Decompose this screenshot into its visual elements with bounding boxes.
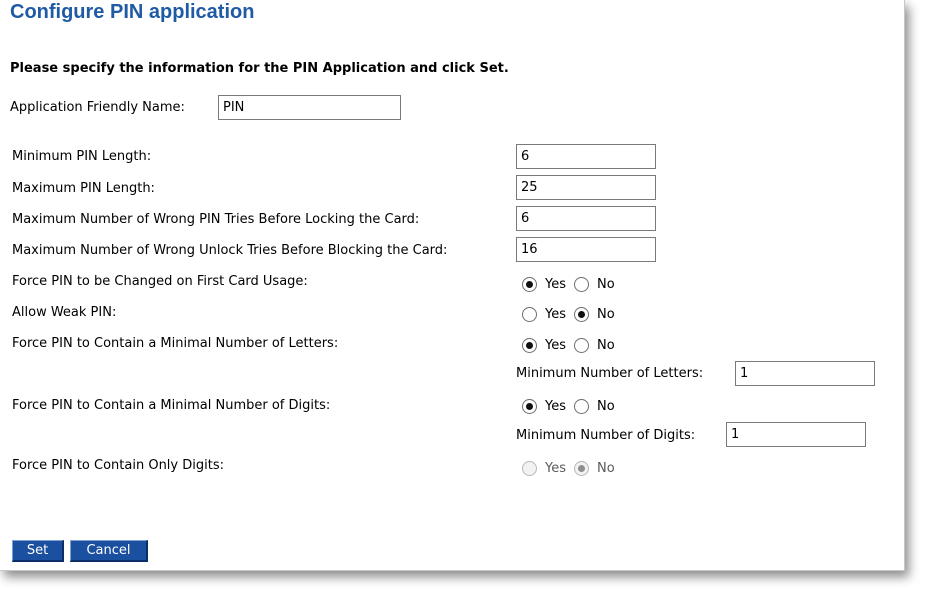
min-digits-no-radio[interactable]	[574, 399, 589, 414]
cancel-button[interactable]: Cancel	[70, 540, 148, 562]
min-digits-yes-label: Yes	[545, 398, 566, 414]
page-title: Configure PIN application	[10, 1, 255, 23]
min-pin-length-label: Minimum PIN Length:	[12, 149, 152, 164]
allow-weak-pin-radio-group	[522, 304, 623, 324]
max-pin-length-label: Maximum PIN Length:	[12, 181, 155, 196]
allow-weak-pin-no-label: No	[597, 306, 615, 322]
min-letters-label: Force PIN to Contain a Minimal Number of Letters:	[12, 336, 339, 351]
min-digits-no-label: No	[597, 398, 615, 414]
only-digits-label: Force PIN to Contain Only Digits:	[12, 458, 224, 473]
max-wrong-pin-tries-input[interactable]	[516, 206, 656, 231]
min-letters-radio-group	[522, 335, 623, 355]
friendly-name-label: Application Friendly Name:	[10, 100, 185, 115]
force-change-label: Force PIN to be Changed on First Card Usage:	[12, 274, 308, 289]
min-letters-yes-label: Yes	[545, 337, 566, 353]
min-letters-count-label: Minimum Number of Letters:	[516, 366, 704, 381]
friendly-name-input[interactable]	[218, 95, 401, 120]
only-digits-yes-radio[interactable]	[522, 461, 537, 476]
max-wrong-unlock-tries-label: Maximum Number of Wrong Unlock Tries Before Blocking the Card:	[12, 243, 448, 258]
only-digits-radio-group	[522, 458, 623, 478]
min-digits-count-input[interactable]	[726, 422, 866, 447]
max-pin-length-input[interactable]	[516, 175, 656, 200]
allow-weak-pin-no-radio[interactable]	[574, 307, 589, 322]
min-digits-count-label: Minimum Number of Digits:	[516, 428, 696, 443]
min-letters-yes-radio[interactable]	[522, 338, 537, 353]
force-change-radio-group	[522, 274, 623, 294]
min-digits-radio-group	[522, 396, 623, 416]
only-digits-no-label: No	[597, 460, 615, 476]
only-digits-yes-label: Yes	[545, 460, 566, 476]
min-letters-no-label: No	[597, 337, 615, 353]
force-change-yes-radio[interactable]	[522, 277, 537, 292]
min-letters-count-input[interactable]	[735, 361, 875, 386]
only-digits-no-radio[interactable]	[574, 461, 589, 476]
allow-weak-pin-label: Allow Weak PIN:	[12, 305, 117, 320]
force-change-no-label: No	[597, 276, 615, 292]
set-button[interactable]: Set	[12, 540, 64, 562]
min-digits-label: Force PIN to Contain a Minimal Number of Digits:	[12, 398, 331, 413]
allow-weak-pin-yes-label: Yes	[545, 306, 566, 322]
min-letters-no-radio[interactable]	[574, 338, 589, 353]
max-wrong-unlock-tries-input[interactable]	[516, 237, 656, 262]
max-wrong-pin-tries-label: Maximum Number of Wrong PIN Tries Before Locking the Card:	[12, 212, 420, 227]
force-change-yes-label: Yes	[545, 276, 566, 292]
force-change-no-radio[interactable]	[574, 277, 589, 292]
instructions-text: Please specify the information for the PIN Application and click Set.	[10, 61, 509, 76]
min-pin-length-input[interactable]	[516, 144, 656, 169]
min-digits-yes-radio[interactable]	[522, 399, 537, 414]
allow-weak-pin-yes-radio[interactable]	[522, 307, 537, 322]
